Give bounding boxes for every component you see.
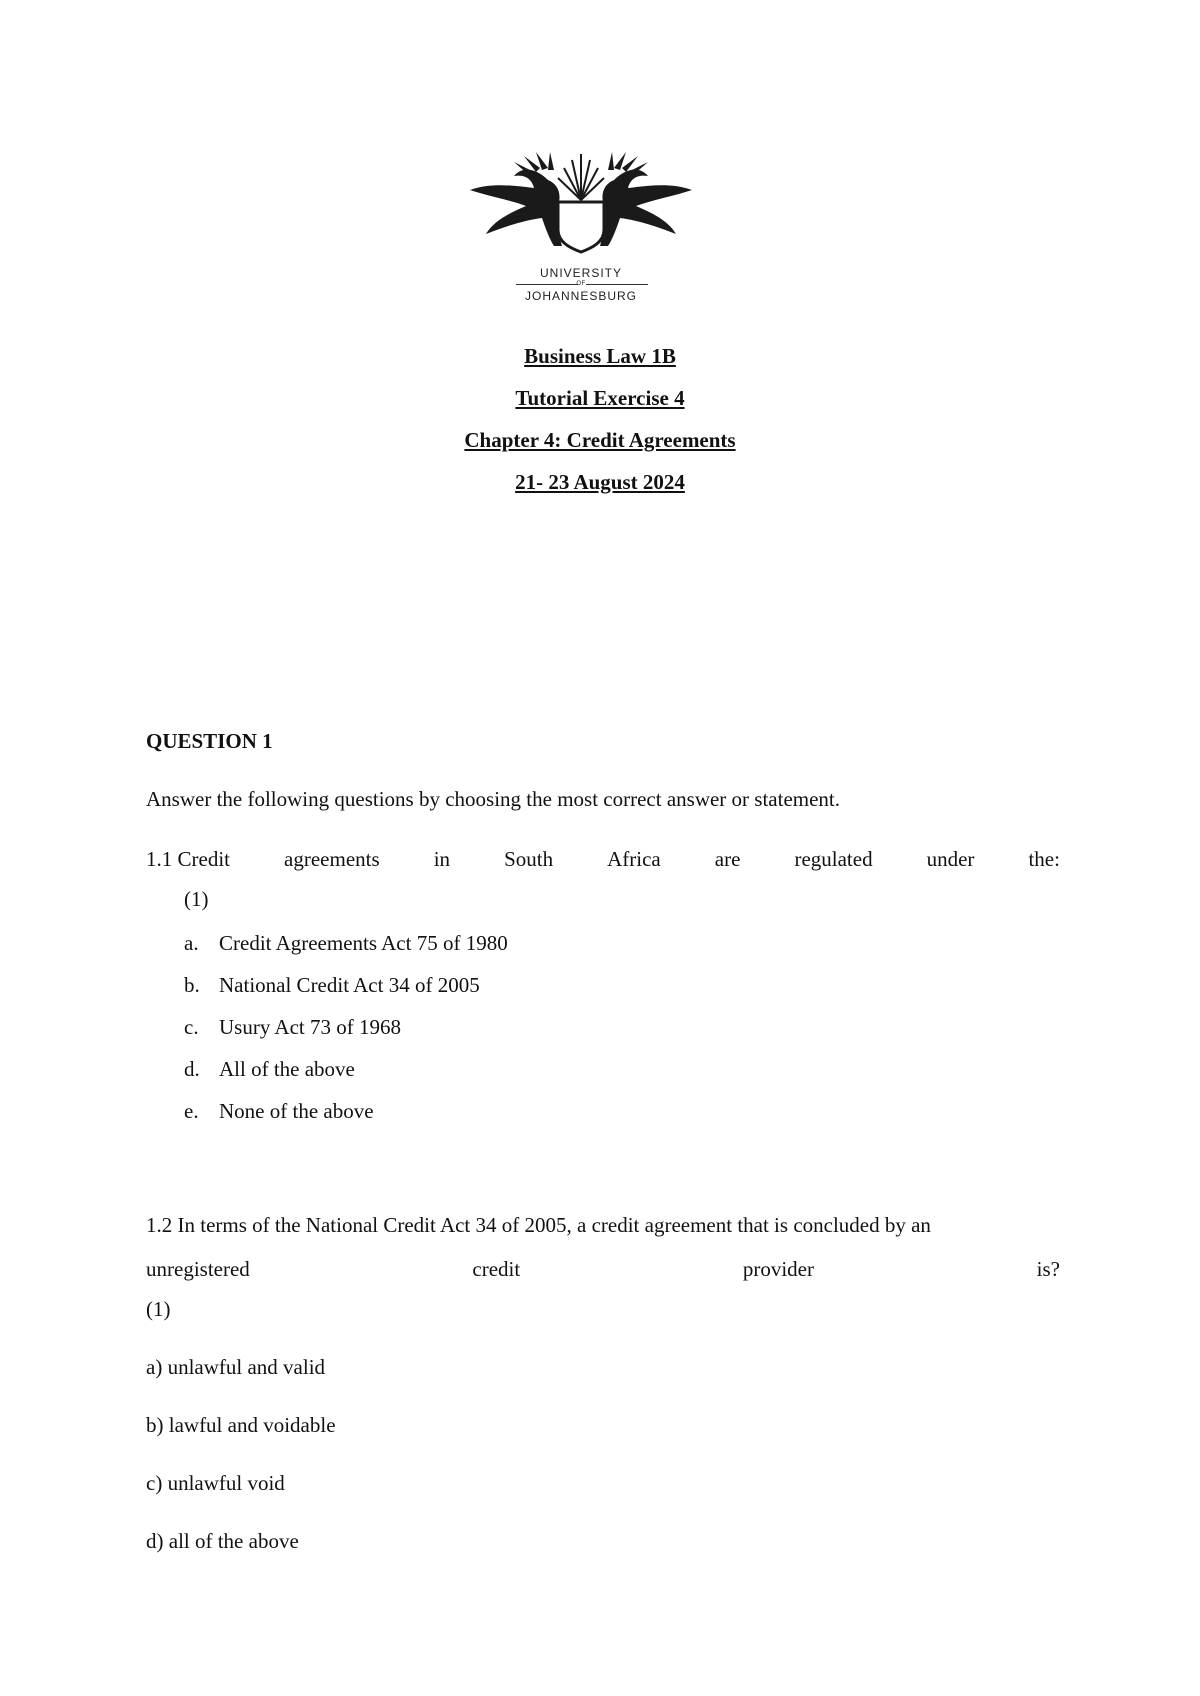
exercise-title: Tutorial Exercise 4 (515, 386, 685, 410)
word: agreements (284, 847, 380, 871)
logo-of-text: OF (576, 281, 586, 287)
word: the: (1028, 847, 1060, 871)
option-letter: e. (184, 1099, 199, 1123)
question-1-2-line-2 (146, 1257, 1060, 1282)
question-1-2-marks: (1) (146, 1297, 171, 1321)
word: is? (1036, 1257, 1060, 1281)
exercise-dates: 21- 23 August 2024 (515, 470, 685, 494)
option-letter: b. (184, 973, 200, 997)
option-letter: c. (184, 1015, 199, 1039)
word: credit (472, 1257, 521, 1281)
question-1-title: QUESTION 1 (146, 729, 273, 753)
question-1-2-line-1: 1.2 In terms of the National Credit Act 34 of 2005, a credit agreement that is concluded by an (146, 1213, 931, 1237)
option-letter: a. (184, 931, 199, 955)
word: in (433, 847, 451, 871)
logo-johannesburg-text: JOHANNESBURG (524, 289, 637, 303)
word: South (504, 847, 554, 871)
university-logo (466, 150, 696, 310)
word: 1.1 Credit (146, 847, 230, 871)
option-text: National Credit Act 34 of 2005 (219, 973, 480, 997)
word: Africa (607, 847, 661, 871)
option-d: d) all of the above (146, 1529, 299, 1553)
chapter-title: Chapter 4: Credit Agreements (464, 428, 736, 452)
option-a: a) unlawful and valid (146, 1355, 326, 1379)
logo-university-text: UNIVERSITY (539, 266, 622, 280)
bird-emblem-icon (466, 150, 696, 262)
option-text: All of the above (219, 1057, 355, 1081)
question-1-instruction: Answer the following questions by choosing the most correct answer or statement. (146, 787, 841, 811)
question-1-1-text (146, 847, 1060, 872)
word: under (926, 847, 975, 871)
word: are (714, 847, 741, 871)
option-b: b) lawful and voidable (146, 1413, 336, 1437)
course-title: Business Law 1B (524, 344, 676, 368)
word: unregistered (146, 1257, 250, 1281)
question-1-1-marks: (1) (184, 887, 209, 911)
option-text: None of the above (219, 1099, 374, 1123)
word: regulated (794, 847, 873, 871)
option-c: c) unlawful void (146, 1471, 285, 1495)
word: provider (742, 1257, 815, 1281)
option-letter: d. (184, 1057, 200, 1081)
option-text: Credit Agreements Act 75 of 1980 (219, 931, 508, 955)
option-text: Usury Act 73 of 1968 (219, 1015, 401, 1039)
